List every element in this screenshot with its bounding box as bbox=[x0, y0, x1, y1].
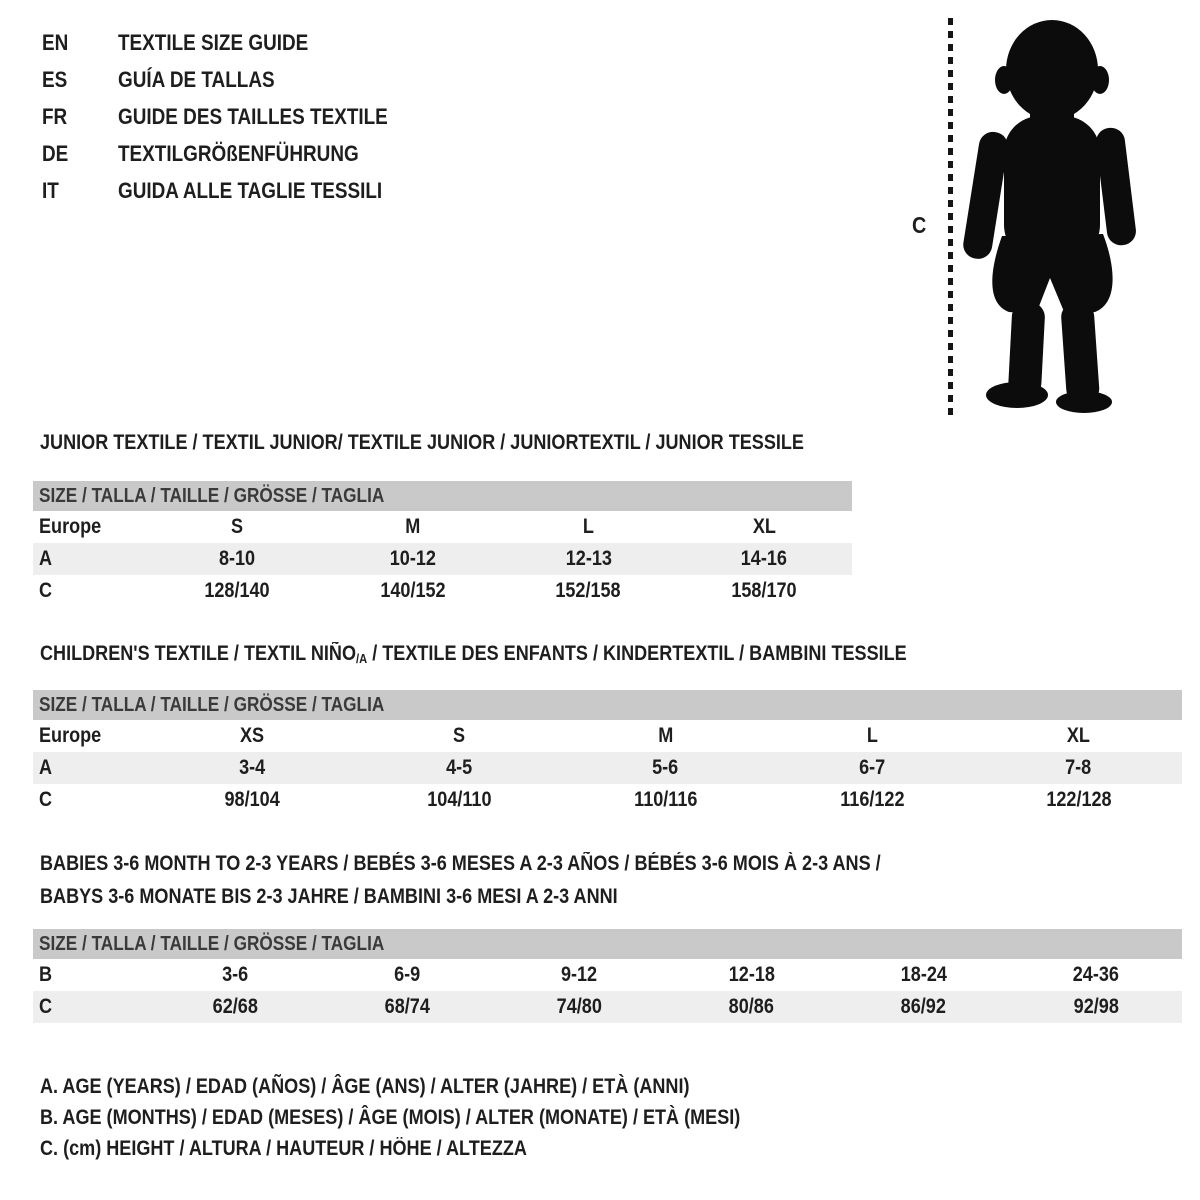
measure-legend bbox=[40, 1071, 854, 1164]
value-cell: 62/68 bbox=[212, 995, 258, 1018]
value-cell: 122/128 bbox=[1046, 788, 1112, 811]
column-header-cell: M bbox=[405, 515, 421, 538]
table-row-b bbox=[33, 959, 1182, 991]
value-cell: 152/158 bbox=[555, 579, 622, 602]
height-dashed-line bbox=[948, 18, 953, 416]
value-cell: 128/140 bbox=[204, 579, 270, 602]
column-header-cell: M bbox=[657, 724, 674, 747]
value-cell: 9-12 bbox=[561, 963, 598, 986]
value-cell: 3-6 bbox=[222, 963, 249, 986]
size-header-label: SIZE / TALLA / TAILLE / GRÖSSE / TAGLIA bbox=[39, 693, 385, 716]
row-label-cell: A bbox=[39, 756, 53, 779]
language-title: GUIDA ALLE TAGLIE TESSILI bbox=[118, 177, 383, 203]
value-cell: 98/104 bbox=[224, 788, 280, 811]
value-cell: 86/92 bbox=[901, 995, 947, 1018]
size-header-band bbox=[33, 690, 1182, 720]
column-header-cell: XL bbox=[1067, 724, 1091, 747]
value-cell: 80/86 bbox=[728, 995, 775, 1018]
legend-line-b: B. AGE (MONTHS) / EDAD (MESES) / ÂGE (MOIS) / ALTER (MONATE) / ETÀ (MESI) bbox=[40, 1105, 741, 1129]
column-header-cell: L bbox=[582, 515, 594, 538]
babies-section-title bbox=[40, 847, 1018, 913]
row-label-cell: C bbox=[39, 995, 53, 1018]
table-row-a bbox=[33, 752, 1182, 784]
value-cell: 68/74 bbox=[384, 995, 430, 1018]
value-cell: 74/80 bbox=[556, 995, 603, 1018]
value-cell: 24-36 bbox=[1072, 963, 1120, 986]
children-title-prefix: CHILDREN'S TEXTILE / TEXTIL NIÑO bbox=[40, 642, 357, 665]
value-cell: 3-4 bbox=[239, 756, 266, 779]
junior-section-title: JUNIOR TEXTILE / TEXTIL JUNIOR/ TEXTILE JUNIOR / JUNIORTEXTIL / JUNIOR TESSILE bbox=[40, 431, 804, 454]
language-code: EN bbox=[42, 29, 69, 55]
size-header-band bbox=[33, 481, 852, 511]
size-header-label: SIZE / TALLA / TAILLE / GRÖSSE / TAGLIA bbox=[39, 932, 385, 955]
language-row bbox=[42, 24, 432, 61]
language-title: GUIDE DES TAILLES TEXTILE bbox=[118, 103, 388, 129]
legend-line-c: C. (cm) HEIGHT / ALTURA / HAUTEUR / HÖHE / ALTEZZA bbox=[40, 1136, 527, 1160]
column-header-row bbox=[33, 511, 852, 543]
junior-size-table bbox=[33, 481, 852, 607]
value-cell: 92/98 bbox=[1073, 995, 1119, 1018]
value-cell: 104/110 bbox=[426, 788, 492, 811]
legend-line-a: A. AGE (YEARS) / EDAD (AÑOS) / ÂGE (ANS) / ALTER (JAHRE) / ETÀ (ANNI) bbox=[40, 1074, 690, 1098]
language-row bbox=[42, 172, 432, 209]
children-title-subscript: /A bbox=[356, 651, 368, 666]
column-header-cell: S bbox=[230, 515, 243, 538]
children-title-suffix: / TEXTILE DES ENFANTS / KINDERTEXTIL / BAMBINI TESSILE bbox=[367, 642, 907, 665]
value-cell: 7-8 bbox=[1065, 756, 1092, 779]
region-label: Europe bbox=[39, 515, 102, 538]
language-row bbox=[42, 135, 432, 172]
language-code: DE bbox=[42, 140, 69, 166]
column-header-cell: L bbox=[866, 724, 878, 747]
value-cell: 158/170 bbox=[731, 579, 797, 602]
table-row-c bbox=[33, 575, 852, 607]
babies-size-table bbox=[33, 929, 1182, 1023]
language-list bbox=[42, 24, 432, 209]
language-row bbox=[42, 61, 432, 98]
value-cell: 140/152 bbox=[379, 579, 446, 602]
table-row-c bbox=[33, 784, 1182, 816]
size-header-band bbox=[33, 929, 1182, 959]
row-label-cell: C bbox=[39, 579, 53, 602]
value-cell: 110/116 bbox=[633, 788, 698, 811]
column-header-cell: XL bbox=[752, 515, 776, 538]
value-cell: 8-10 bbox=[218, 547, 255, 570]
row-label-cell: B bbox=[39, 963, 53, 986]
value-cell: 6-7 bbox=[859, 756, 886, 779]
babies-title-line2: BABYS 3-6 MONATE BIS 2-3 JAHRE / BAMBINI 3-6 MESI A 2-3 ANNI bbox=[40, 885, 618, 908]
column-header-cell: XS bbox=[240, 724, 265, 747]
value-cell: 12-13 bbox=[565, 547, 612, 570]
value-cell: 6-9 bbox=[394, 963, 421, 986]
language-code: FR bbox=[42, 103, 68, 129]
row-label-cell: A bbox=[39, 547, 53, 570]
value-cell: 4-5 bbox=[445, 756, 472, 779]
children-section-title bbox=[40, 642, 1048, 666]
row-label-cell: C bbox=[39, 788, 53, 811]
value-cell: 10-12 bbox=[389, 547, 436, 570]
language-row bbox=[42, 98, 432, 135]
column-header-cell: S bbox=[452, 724, 465, 747]
babies-title-line1: BABIES 3-6 MONTH TO 2-3 YEARS / BEBÉS 3-6 MESES A 2-3 AÑOS / BÉBÉS 3-6 MOIS À 2-3 ANS / bbox=[40, 852, 881, 875]
language-code: IT bbox=[42, 177, 59, 203]
value-cell: 5-6 bbox=[652, 756, 679, 779]
children-size-table bbox=[33, 690, 1182, 816]
value-cell: 116/122 bbox=[839, 788, 905, 811]
value-cell: 14-16 bbox=[741, 547, 788, 570]
language-title: TEXTILE SIZE GUIDE bbox=[118, 29, 309, 55]
value-cell: 18-24 bbox=[900, 963, 947, 986]
value-cell: 12-18 bbox=[728, 963, 775, 986]
language-title: GUÍA DE TALLAS bbox=[118, 66, 275, 92]
language-code: ES bbox=[42, 66, 68, 92]
toddler-silhouette-figure bbox=[962, 14, 1142, 414]
size-header-label: SIZE / TALLA / TAILLE / GRÖSSE / TAGLIA bbox=[39, 484, 385, 507]
table-row-c bbox=[33, 991, 1182, 1023]
table-row-a bbox=[33, 543, 852, 575]
language-title: TEXTILGRÖßENFÜHRUNG bbox=[118, 140, 359, 166]
region-label: Europe bbox=[39, 724, 102, 747]
column-header-row bbox=[33, 720, 1182, 752]
height-measure-label: C bbox=[912, 212, 927, 238]
